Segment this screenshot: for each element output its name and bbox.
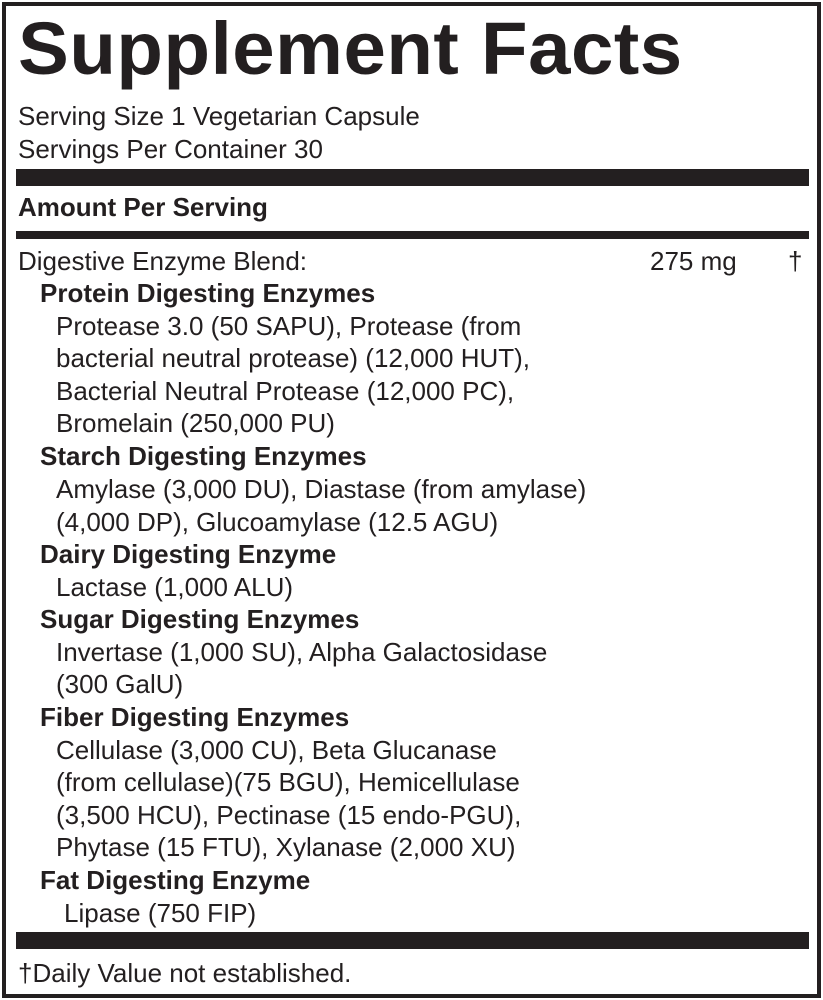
group-heading-fiber: Fiber Digesting Enzymes	[40, 702, 350, 732]
ingredient-line: Invertase (1,000 SU), Alpha Galactosidase	[56, 637, 548, 667]
ingredient-line: Protease 3.0 (50 SAPU), Protease (from	[56, 311, 522, 341]
servings-per-container: Servings Per Container 30	[18, 134, 323, 164]
ingredient-line: Lipase (750 FIP)	[64, 898, 257, 928]
ingredient-line: bacterial neutral protease) (12,000 HUT),	[56, 343, 531, 373]
ingredient-line: (300 GalU)	[56, 669, 184, 699]
ingredient-line: Amylase (3,000 DU), Diastase (from amylase)	[56, 474, 587, 504]
thick-divider-top	[16, 169, 809, 186]
blend-amount: 275 mg	[650, 246, 737, 276]
thick-divider-bottom	[16, 932, 809, 949]
footnote: †Daily Value not established.	[18, 958, 352, 988]
panel-title: Supplement Facts	[18, 7, 683, 90]
supplement-facts-panel	[2, 2, 821, 998]
ingredient-line: (4,000 DP), Glucoamylase (12.5 AGU)	[56, 507, 499, 537]
ingredient-line: Cellulase (3,000 CU), Beta Glucanase	[56, 735, 497, 765]
ingredient-line: Bromelain (250,000 PU)	[56, 408, 335, 438]
thin-divider	[16, 231, 809, 239]
amount-per-serving-header: Amount Per Serving	[18, 192, 268, 222]
group-heading-starch: Starch Digesting Enzymes	[40, 441, 367, 471]
group-heading-sugar: Sugar Digesting Enzymes	[40, 604, 360, 634]
ingredient-line: Lactase (1,000 ALU)	[56, 572, 294, 602]
ingredient-line: (from cellulase)(75 BGU), Hemicellulase	[56, 767, 520, 797]
ingredient-line: (3,500 HCU), Pectinase (15 endo-PGU),	[56, 800, 522, 830]
ingredient-line: Bacterial Neutral Protease (12,000 PC),	[56, 376, 515, 406]
blend-daily-value-marker: †	[788, 246, 803, 276]
blend-name: Digestive Enzyme Blend:	[18, 246, 308, 276]
serving-size: Serving Size 1 Vegetarian Capsule	[18, 101, 420, 131]
group-heading-fat: Fat Digesting Enzyme	[40, 865, 311, 895]
group-heading-protein: Protein Digesting Enzymes	[40, 278, 376, 308]
ingredient-line: Phytase (15 FTU), Xylanase (2,000 XU)	[56, 832, 516, 862]
group-heading-dairy: Dairy Digesting Enzyme	[40, 539, 337, 569]
